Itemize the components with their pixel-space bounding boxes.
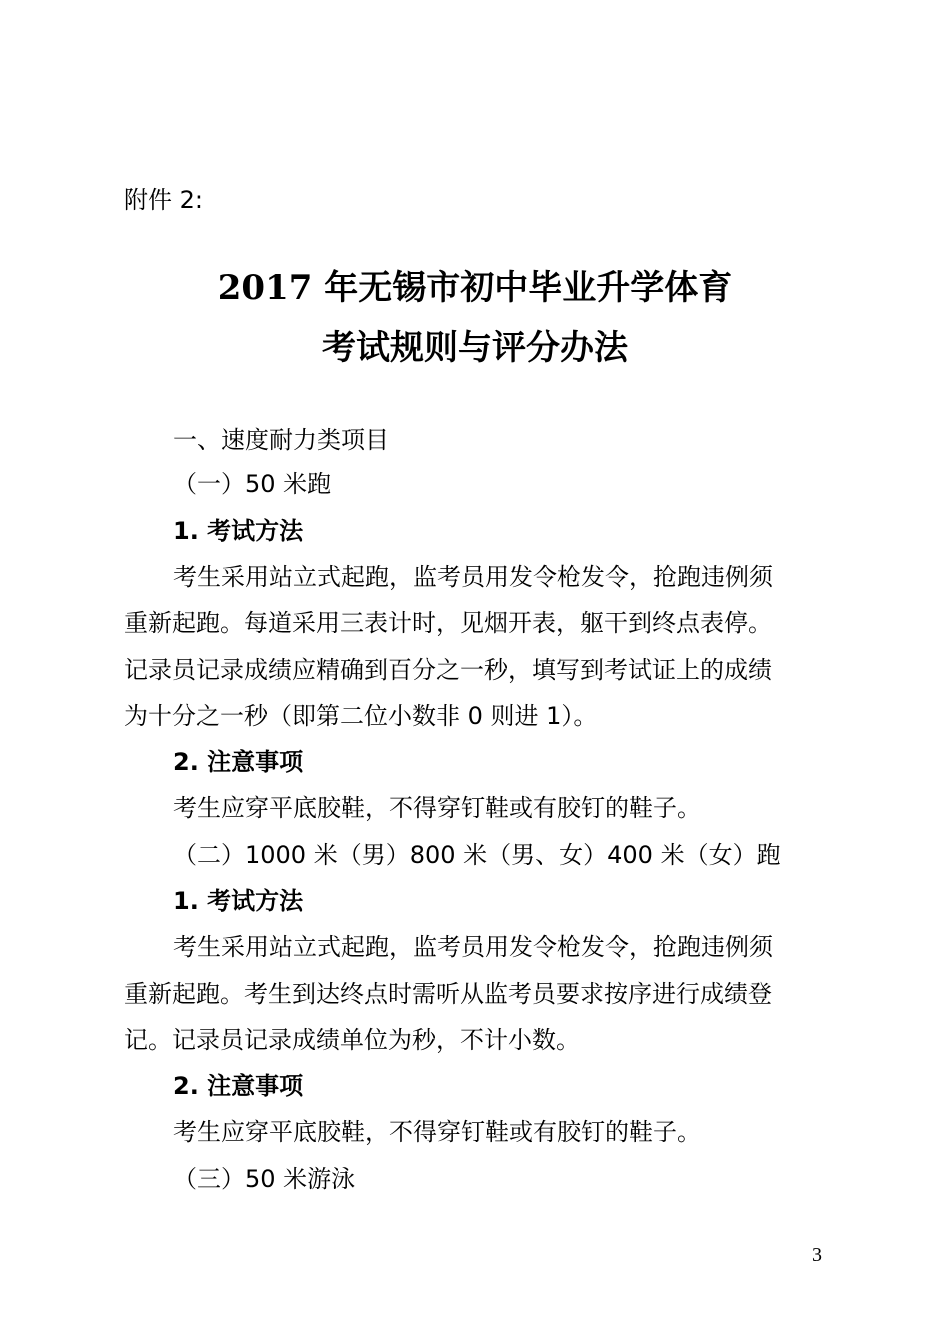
notes-text-50m-run: 考生应穿平底胶鞋，不得穿钉鞋或有胶钉的鞋子。	[173, 794, 701, 822]
document-title-line-2: 考试规则与评分办法	[322, 328, 628, 368]
paragraph-line: 考生采用站立式起跑，监考员用发令枪发令，抢跑违例须	[173, 933, 773, 961]
paragraph-line: 为十分之一秒（即第二位小数非 0 则进 1）。	[124, 702, 598, 730]
subsection-heading-50m-swim: （三）50 米游泳	[173, 1165, 356, 1193]
subsection-heading-50m-run: （一）50 米跑	[173, 470, 332, 498]
notes-heading-distance-run: 2. 注意事项	[173, 1072, 304, 1100]
page-number: 3	[812, 1244, 822, 1266]
section-heading: 一、速度耐力类项目	[173, 426, 389, 454]
notes-text-distance-run: 考生应穿平底胶鞋，不得穿钉鞋或有胶钉的鞋子。	[173, 1118, 701, 1146]
attachment-label: 附件 2:	[124, 186, 203, 214]
notes-heading-50m-run: 2. 注意事项	[173, 748, 304, 776]
paragraph-line: 记。记录员记录成绩单位为秒，不计小数。	[124, 1026, 580, 1054]
method-heading-distance-run: 1. 考试方法	[173, 887, 304, 915]
paragraph-line: 记录员记录成绩应精确到百分之一秒，填写到考试证上的成绩	[124, 656, 772, 684]
paragraph-line: 考生采用站立式起跑，监考员用发令枪发令，抢跑违例须	[173, 563, 773, 591]
paragraph-line: 重新起跑。考生到达终点时需听从监考员要求按序进行成绩登	[124, 980, 772, 1008]
document-title-line-1: 2017 年无锡市初中毕业升学体育	[217, 268, 733, 308]
method-heading-50m-run: 1. 考试方法	[173, 517, 304, 545]
paragraph-line: 重新起跑。每道采用三表计时，见烟开表，躯干到终点表停。	[124, 609, 772, 637]
subsection-heading-distance-run: （二）1000 米（男）800 米（男、女）400 米（女）跑	[173, 841, 781, 869]
